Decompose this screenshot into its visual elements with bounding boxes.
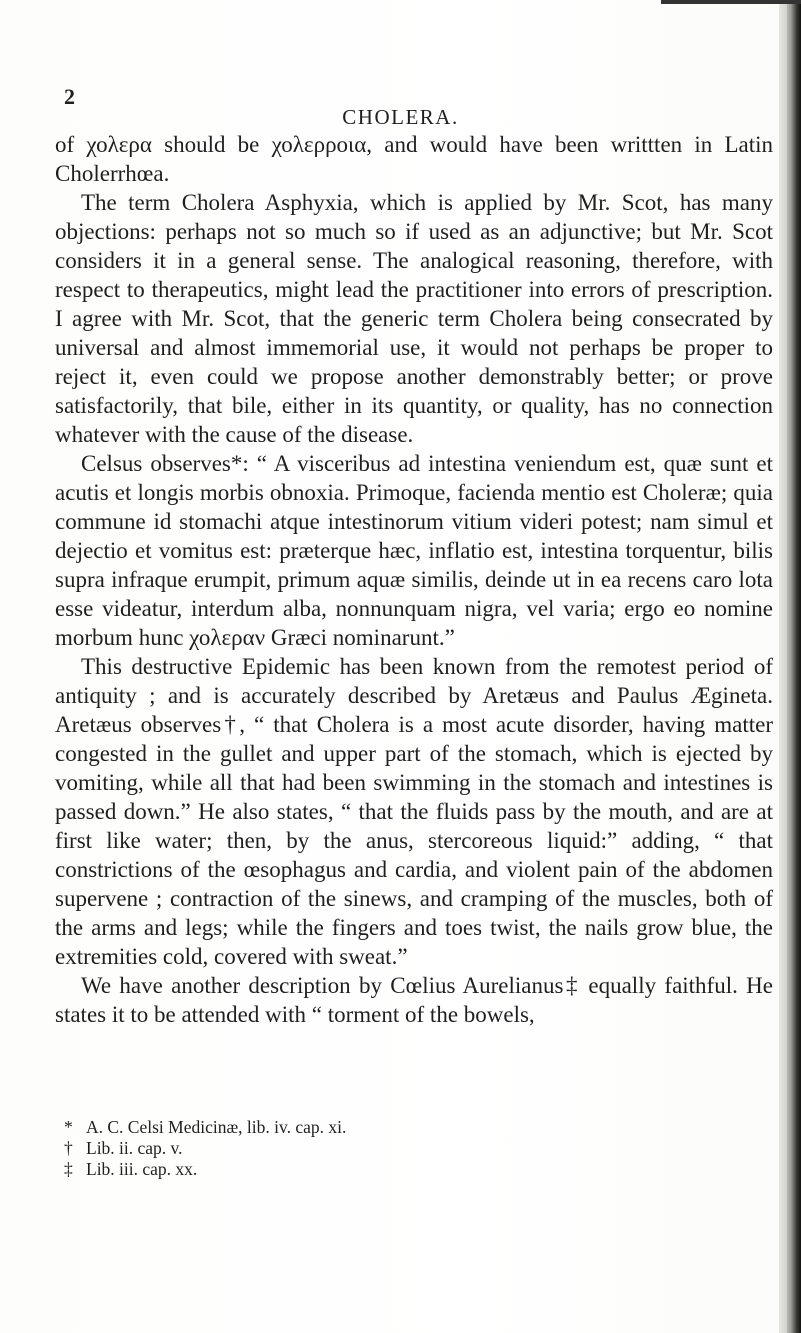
footnote-text: A. C. Celsi Medicinæ, lib. iv. cap. xi. xyxy=(86,1117,347,1137)
footnote xyxy=(64,1138,764,1159)
paragraph-celsus: Celsus observes*: “ A visceribus ad intestina veniendum est, quæ sunt et acutis et longis morbis obnoxia. Primoque, facienda mentio est Choleræ; quia commune id stomachi atque intestinorum vitium videri potest; nam simul et dejectio et vomitus est: præterque hæc, inflatio est, intestina torquentur, bilis supra infraque erumpit, primum aquæ similis, deinde ut in ea recens caro lota esse videatur, interdum alba, nonnunquam nigra, vel varia; ergo eo nomine morbum hunc χολεραν Græci nominarunt.” xyxy=(55,451,773,650)
footnotes xyxy=(64,1117,764,1180)
body-text xyxy=(55,130,773,1029)
footnote-mark: † xyxy=(64,1138,73,1158)
footnote-text: Lib. iii. cap. xx. xyxy=(86,1159,198,1179)
footnote-mark: ‡ xyxy=(64,1159,73,1179)
page-edge-shadow xyxy=(779,0,801,1333)
running-head: CHOLERA. xyxy=(342,105,459,129)
page-top-edge xyxy=(661,0,801,4)
paragraph-epidemic-history: This destructive Epidemic has been known from the remotest period of antiquity ; and is accurately described by Aretæus and Paulus Ægineta. Aretæus observes†, “ that Cholera is a most acute disorder, having matter congested in the gullet and upper part of the stomach, which is ejected by vomiting, while all that had been swimming in the stomach and intestines is passed down.” He also states, “ that the fluids pass by the mouth, and are at first like water; then, by the anus, stercoreous liquid:” adding, “ that constrictions of the œsophagus and cardia, and violent pain of the abdomen supervene ; contraction of the sinews, and cramping of the muscles, both of the arms and legs; while the fingers and toes twist, the nails grow blue, the extremities cold, covered with sweat.” xyxy=(55,654,773,969)
footnote xyxy=(64,1159,764,1180)
paragraph-coelius: We have another description by Cœlius Aurelianus‡ equally faithful. He states it to be attended with “ torment of the bowels, xyxy=(55,973,773,1027)
footnote xyxy=(64,1117,764,1138)
paragraph-cholera-asphyxia: The term Cholera Asphyxia, which is applied by Mr. Scot, has many objections: perhaps not so much so if used as an adjunctive; but Mr. Scot considers it in a general sense. The analogical reasoning, therefore, with respect to therapeutics, might lead the practitioner into errors of prescription. I agree with Mr. Scot, that the generic term Cholera being consecrated by universal and almost immemorial use, it would not perhaps be proper to reject it, even could we propose another demonstrably better; or prove satisfactorily, that bile, either in its quantity, or quality, has no connection whatever with the cause of the disease. xyxy=(55,190,773,447)
page-number: 2 xyxy=(64,84,75,109)
footnote-mark: * xyxy=(64,1117,73,1137)
paragraph-continuation: of χολερα should be χολερροια, and would have been writtten in Latin Cholerrhœa. xyxy=(55,132,773,186)
footnote-text: Lib. ii. cap. v. xyxy=(86,1138,183,1158)
